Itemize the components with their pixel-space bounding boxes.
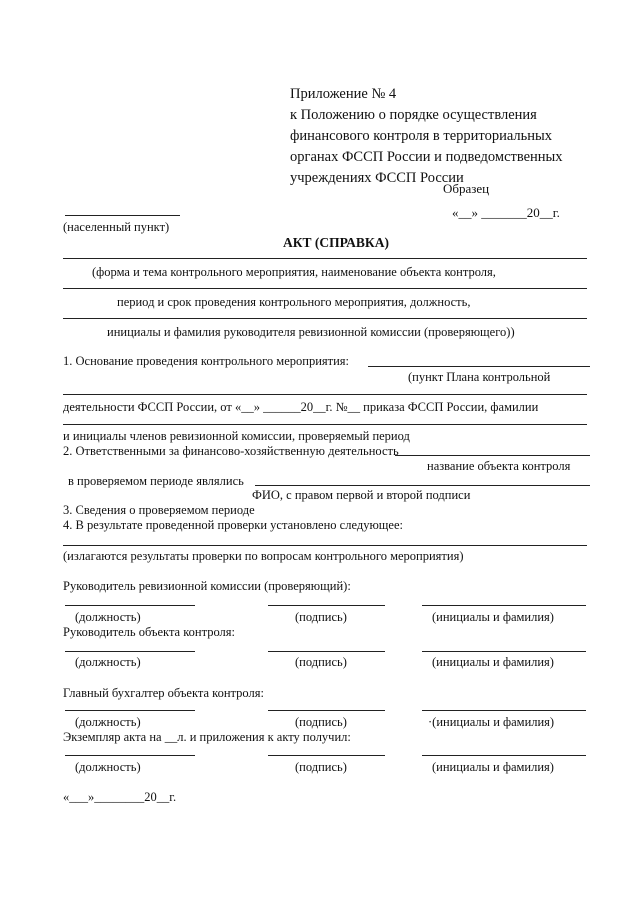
sig2-signature: (подпись) xyxy=(295,655,347,669)
intro-hint-3: инициалы и фамилия руководителя ревизионной комиссии (проверяющего)) xyxy=(107,325,515,339)
place-line xyxy=(65,215,180,216)
sig4-signature: (подпись) xyxy=(295,760,347,774)
section1-basis-line xyxy=(368,366,590,367)
section2-object-line xyxy=(395,455,590,456)
section2-fio-line xyxy=(255,485,590,486)
date-bottom: «___»________20__г. xyxy=(63,790,177,804)
sig4-position-line xyxy=(65,755,195,756)
sig3-position: (должность) xyxy=(75,715,141,729)
sig2-signature-line xyxy=(268,651,385,652)
document-title: АКТ (СПРАВКА) xyxy=(283,235,389,250)
section1-line-b xyxy=(63,424,587,425)
section4-line xyxy=(63,545,587,546)
sig1-signature-line xyxy=(268,605,385,606)
section1-line xyxy=(63,394,587,395)
intro-hint-2: период и срок проведения контрольного мероприятия, должность, xyxy=(117,295,471,309)
sig2-position-line xyxy=(65,651,195,652)
sig3-signature: (подпись) xyxy=(295,715,347,729)
section3-text: 3. Сведения о проверяемом периоде xyxy=(63,503,255,517)
sig1-name: (инициалы и фамилия) xyxy=(432,610,554,624)
intro-line-3 xyxy=(63,318,587,319)
sig1-name-line xyxy=(422,605,586,606)
sig2-position: (должность) xyxy=(75,655,141,669)
section2-fio-hint: ФИО, с правом первой и второй подписи xyxy=(252,488,471,502)
section1-text: 1. Основание проведения контрольного мероприятия: xyxy=(63,354,350,368)
appendix-line-1: к Положению о порядке осуществления xyxy=(290,107,537,123)
copy-received-label: Экземпляр акта на __л. и приложения к акту получил: xyxy=(63,730,351,744)
section2-period-text: в проверяемом периоде являлись xyxy=(68,474,244,488)
chief-accountant-label: Главный бухгалтер объекта контроля: xyxy=(63,686,264,700)
sig1-position-line xyxy=(65,605,195,606)
section2-text: 2. Ответственными за финансово-хозяйственную деятельность xyxy=(63,444,399,458)
intro-line-2 xyxy=(63,288,587,289)
place-label: (населенный пункт) xyxy=(63,220,170,234)
appendix-line-3: органах ФССП России и подведомственных xyxy=(290,149,563,165)
sig3-signature-line xyxy=(268,710,385,711)
sig3-name-line xyxy=(422,710,586,711)
appendix-line-4: учреждениях ФССП России xyxy=(290,170,464,186)
section4-hint: (излагаются результаты проверки по вопросам контрольного мероприятия) xyxy=(63,549,464,563)
section2-hint: название объекта контроля xyxy=(427,459,571,473)
section4-text: 4. В результате проведенной проверки установлено следующее: xyxy=(63,518,403,532)
sig1-position: (должность) xyxy=(75,610,141,624)
appendix-line-2: финансового контроля в территориальных xyxy=(290,128,552,144)
sig4-signature-line xyxy=(268,755,385,756)
sig3-name: ·(инициалы и фамилия) xyxy=(428,715,555,729)
section1-line3: и инициалы членов ревизионной комиссии, проверяемый период xyxy=(63,429,410,443)
date-right: «__» _______20__г. xyxy=(452,205,560,220)
sig3-position-line xyxy=(65,710,195,711)
intro-line-1 xyxy=(63,258,587,259)
sig2-name-line xyxy=(422,651,586,652)
sample-label: Образец xyxy=(443,181,490,196)
sig4-position: (должность) xyxy=(75,760,141,774)
section1-line2: деятельности ФССП России, от «__» ______20__г. №__ приказа ФССП России, фамилии xyxy=(63,400,539,414)
sig2-name: (инициалы и фамилия) xyxy=(432,655,554,669)
sig1-signature: (подпись) xyxy=(295,610,347,624)
appendix-title: Приложение № 4 xyxy=(290,86,397,102)
intro-hint-1: (форма и тема контрольного мероприятия, наименование объекта контроля, xyxy=(92,265,496,279)
sig4-name: (инициалы и фамилия) xyxy=(432,760,554,774)
head-object-label: Руководитель объекта контроля: xyxy=(63,625,236,639)
sig4-name-line xyxy=(422,755,586,756)
head-commission-label: Руководитель ревизионной комиссии (проверяющий): xyxy=(63,579,351,593)
section1-hint: (пункт Плана контрольной xyxy=(408,370,551,384)
